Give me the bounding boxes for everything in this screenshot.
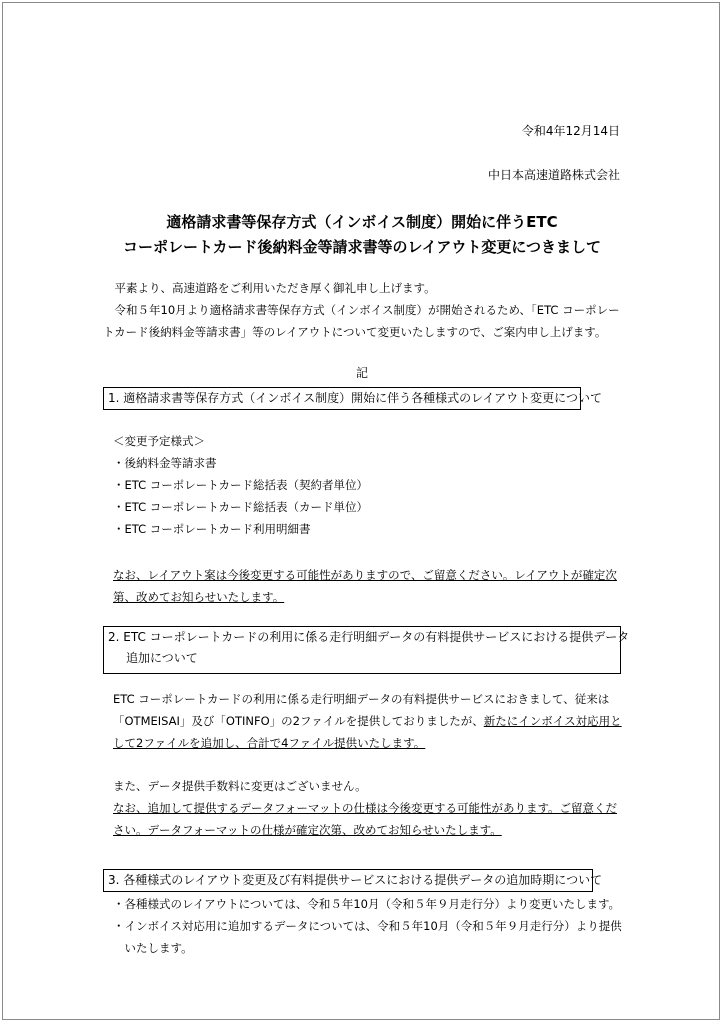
company-name: 中日本高速道路株式会社 [487, 168, 620, 182]
form-item: ・ETC コーポレートカード総括表（カード単位） [113, 500, 368, 514]
form-item: ・後納料金等請求書 [113, 456, 217, 470]
section-3-list [113, 893, 623, 959]
section-2-heading [103, 626, 630, 674]
section-1-heading: 1. 適格請求書等保存方式（インボイス制度）開始に伴う各種様式のレイアウト変更について [103, 387, 581, 410]
section-2-p1-text: ETC コーポレートカードの利用に係る走行明細データの有料提供サービスにおきまして、従来は「OTMEISAI」及び「OTINFO」の2ファイルを提供しておりましたが、 [113, 692, 610, 728]
forms-label: ＜変更予定様式＞ [113, 434, 205, 448]
section-2-paragraph-2: また、データ提供手数料に変更はございません。 [113, 779, 367, 793]
document-date: 令和4年12月14日 [521, 124, 620, 138]
section-3-item: ・各種様式のレイアウトについては、令和５年10月（令和５年９月走行分）より変更いたします。 [113, 897, 621, 911]
section-2-p1-underlined: 新たにインボイス対応用として2ファイルを追加し、合計で4ファイル提供いたします。 [113, 714, 622, 750]
title-line-2: コーポレートカード後納料金等請求書等のレイアウト変更につきまして [122, 238, 602, 256]
form-item: ・ETC コーポレートカード利用明細書 [113, 522, 311, 536]
section-2-paragraphs [113, 775, 623, 841]
section-2-heading-line-1: 2. ETC コーポレートカードの利用に係る走行明細データの有料提供サービスにおける提供データ [108, 630, 630, 644]
intro [103, 277, 623, 343]
title-line-1: 適格請求書等保存方式（インボイス制度）開始に伴うETC [166, 213, 558, 231]
changed-forms-list [113, 430, 368, 540]
section-1-note-text: なお、レイアウト案は今後変更する可能性がありますので、ご留意ください。レイアウトが確定次第、改めてお知らせいたします。 [113, 568, 617, 604]
form-item: ・ETC コーポレートカード総括表（契約者単位） [113, 478, 368, 492]
intro-paragraph-2: 令和５年10月より適格請求書等保存方式（インボイス制度）が開始されるため、「ETC コーポレートカード後納料金等請求書」等のレイアウトについて変更いたしますので、ご案内申し上げます。 [103, 303, 620, 339]
intro-paragraph-1: 平素より、高速道路をご利用いただき厚く御礼申し上げます。 [114, 281, 436, 295]
ki-marker: 記 [355, 366, 368, 380]
section-2-paragraph-3: なお、追加して提供するデータフォーマットの仕様は今後変更する可能性があります。ご留意ください。データフォーマットの仕様が確定次第、改めてお知らせいたします。 [113, 801, 618, 837]
section-2-paragraph-1 [113, 688, 623, 754]
section-3-heading: 3. 各種様式のレイアウト変更及び有料提供サービスにおける提供データの追加時期について [103, 869, 593, 892]
section-3-item: ・インボイス対応用に追加するデータについては、令和５年10月（令和５年９月走行分）より提供いたします。 [113, 919, 622, 955]
section-1-note [113, 564, 623, 608]
section-2-heading-line-2: 追加について [126, 651, 198, 665]
